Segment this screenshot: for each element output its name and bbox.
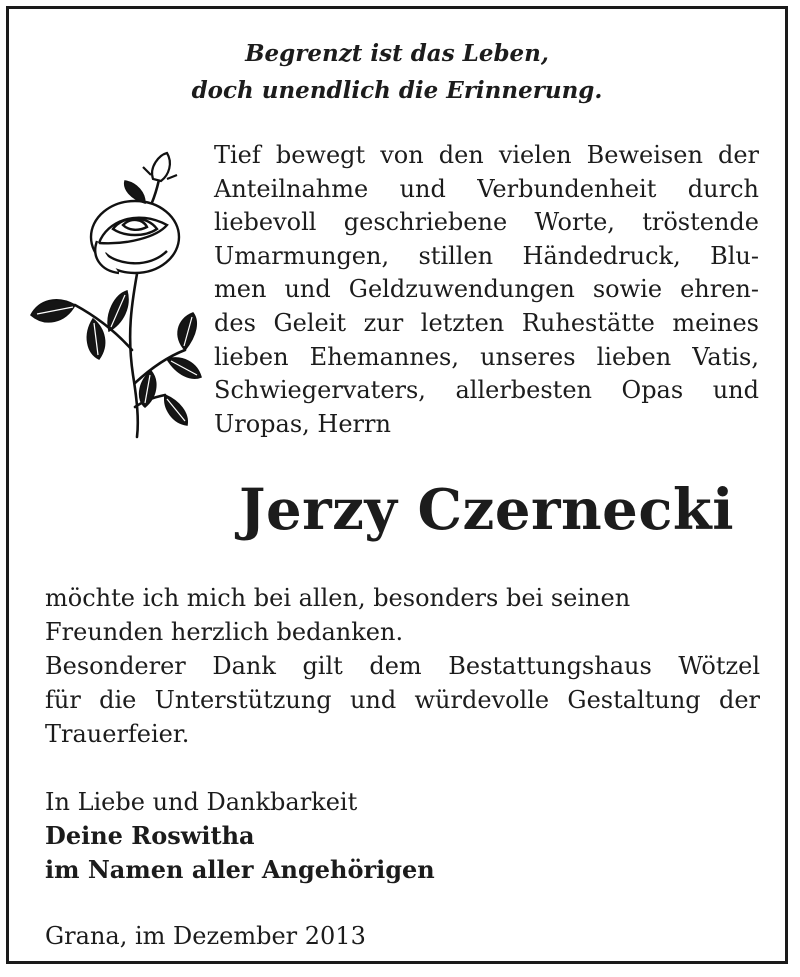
deceased-name: Jerzy Czernecki — [239, 477, 734, 543]
intro-line: Anteilnahme und Verbundenheit durch — [214, 174, 759, 203]
intro-line: Umarmungen, stillen Händedruck, Blu- — [214, 241, 759, 270]
closing-line: In Liebe und Dankbarkeit — [45, 788, 358, 816]
motto-line-2: doch unendlich die Erinnerung. — [191, 77, 603, 104]
body-line: Besonderer Dank gilt dem Bestattungshaus Wötzel — [45, 652, 760, 680]
signature-block — [45, 785, 435, 887]
body-line: Freunden herzlich bedanken. — [45, 618, 404, 646]
intro-line: lieben Ehemannes, unseres lieben Vatis, — [214, 342, 759, 371]
obituary-card — [6, 6, 788, 964]
body-line: für die Unterstützung und würdevolle Gestaltung der — [45, 686, 760, 714]
intro-line: men und Geldzuwendungen sowie ehren- — [214, 275, 759, 304]
intro-line: Uropas, Herrn — [214, 409, 391, 438]
signer-family: im Namen aller Angehörigen — [45, 855, 435, 884]
body-line: möchte ich mich bei allen, besonders bei seinen — [45, 584, 631, 612]
thanks-paragraph — [45, 581, 760, 751]
rose-icon — [27, 145, 202, 440]
motto-line-1: Begrenzt ist das Leben, — [245, 40, 549, 67]
intro-line: liebevoll geschriebene Worte, tröstende — [214, 208, 759, 237]
intro-line: Schwiegervaters, allerbesten Opas und — [214, 376, 759, 405]
place-date: Grana, im Dezember 2013 — [45, 922, 366, 950]
intro-line: Tief bewegt von den vielen Beweisen der — [214, 141, 759, 169]
intro-line: des Geleit zur letzten Ruhestätte meines — [214, 308, 759, 337]
body-line: Trauerfeier. — [45, 720, 190, 748]
signer-name: Deine Roswitha — [45, 821, 255, 850]
motto — [9, 35, 785, 109]
intro-paragraph — [214, 139, 759, 441]
